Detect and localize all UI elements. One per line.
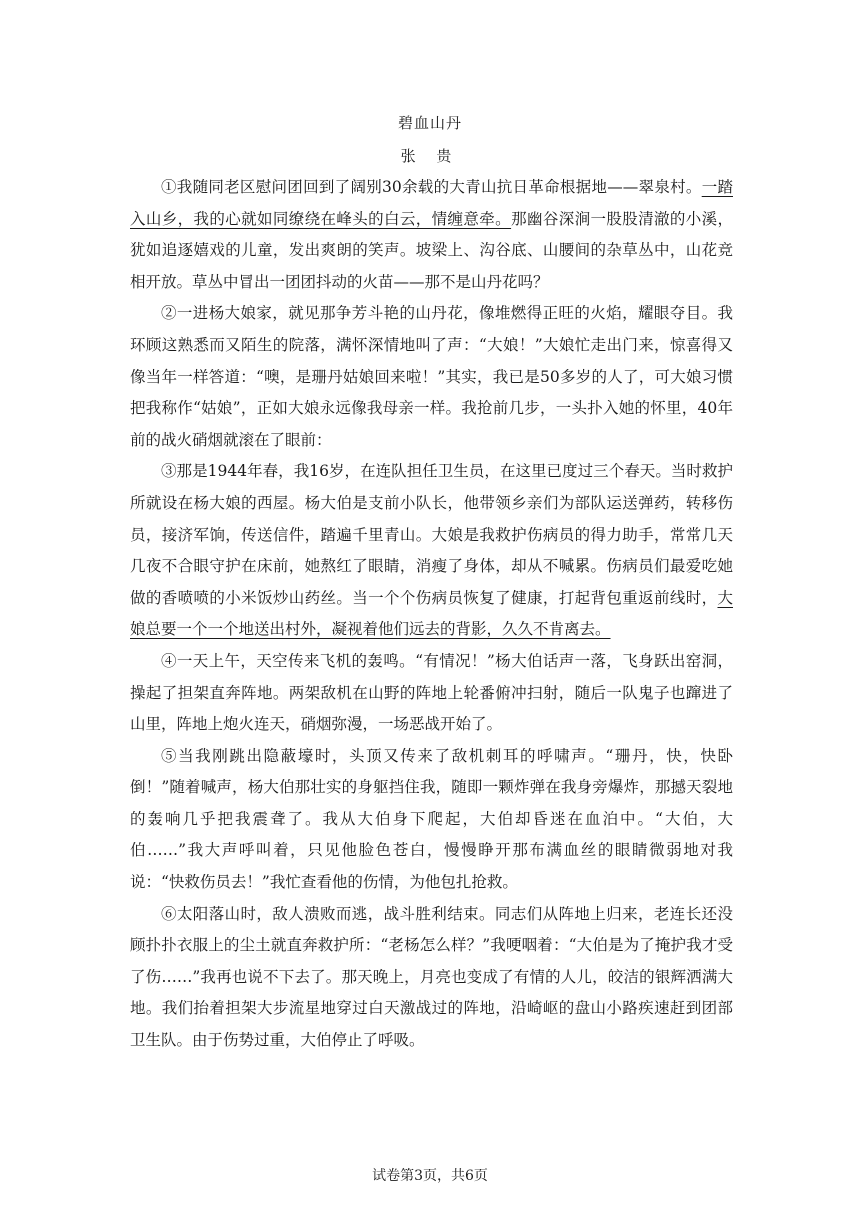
- paragraph-4-text: ④一天上午，天空传来飞机的轰鸣。“有情况！”杨大伯话声一落，飞身跃出窑洞，操起了担架直奔阵地。两架敌机在山野的阵地上轮番俯冲扫射，随后一队鬼子也蹿进了山里，阵地上炮火连天，硝烟弥漫，一场恶战开始了。: [130, 651, 733, 734]
- paragraph-5-text: ⑤当我刚跳出隐蔽壕时，头顶又传来了敌机刺耳的呼啸声。“珊丹，快，快卧倒！”随着喊声，杨大伯那壮实的身躯挡住我，随即一颗炸弹在我身旁爆炸，那撼天裂地的轰响几乎把我震聋了。我从大伯身下爬起，大伯却昏迷在血泊中。“大伯，大伯……”我大声呼叫着，只见他脸色苍白，慢慢睁开那布满血丝的眼睛微弱地对我说：“快救伤员去！”我忙查看他的伤情，为他包扎抢救。: [130, 746, 733, 892]
- paragraph-6: [130, 899, 733, 1057]
- paragraph-2: [130, 298, 733, 456]
- paragraph-3-underlined-sentence: 大娘总要一个一个地送出村外，凝视着他们远去的背影，久久不肯离去。: [130, 588, 733, 639]
- paragraph-1: [130, 172, 733, 298]
- paragraph-1-underlined-sentence: 一踏入山乡，我的心就如同缭绕在峰头的白云，情缠意牵。: [130, 178, 733, 228]
- paragraph-3: [130, 456, 733, 646]
- page-footer: 试卷第3页，共6页: [372, 1168, 488, 1184]
- paragraph-6-text: ⑥太阳落山时，敌人溃败而逃，战斗胜利结束。同志们从阵地上归来，老连长还没顾扑扑衣服上的尘土就直奔救护所：“老杨怎么样？”我哽咽着：“大伯是为了掩护我才受了伤……”我再也说不下去了。那天晚上，月亮也变成了有情的人儿，皎洁的银辉洒满大地。我们抬着担架大步流星地穿过白天激战过的阵地，沿崎岖的盘山小路疾速赶到团部卫生队。由于伤势过重，大伯停止了呼吸。: [130, 904, 733, 1050]
- article-author: 张 贵: [400, 147, 460, 165]
- paragraph-2-text: ②一进杨大娘家，就见那争芳斗艳的山丹花，像堆燃得正旺的火焰，耀眼夺目。我环顾这熟悉而又陌生的院落，满怀深情地叫了声：“大娘！”大娘忙走出门来，惊喜得又像当年一样答道：“噢，是珊丹姑娘回来啦！”其实，我已是50多岁的人了，可大娘习惯把我称作“姑娘”，正如大娘永远像我母亲一样。我抢前几步，一头扑入她的怀里，40年前的战火硝烟就滚在了眼前：: [130, 304, 733, 449]
- article-title: 碧血山丹: [397, 114, 462, 132]
- paragraph-1-text: ①我随同老区慰问团回到了阔别30余载的大青山抗日革命根据地——翠泉村。: [161, 178, 702, 196]
- paragraph-5: [130, 741, 733, 899]
- paragraph-3-text: ③那是1944年春，我16岁，在连队担任卫生员，在这里已度过三个春天。当时救护所就设在杨大娘的西屋。杨大伯是支前小队长，他带领乡亲们为部队运送弹药，转移伤员，接济军饷，传送信件，踏遍千里青山。大娘是我救护伤病员的得力助手，常常几天几夜不合眼守护在床前，她熬红了眼睛，消瘦了身体，却从不喊累。伤病员们最爱吃她做的香喷喷的小米饭炒山药丝。当一个个伤病员恢复了健康，打起背包重返前线时，: [130, 462, 733, 607]
- paragraph-1-text-continued: 那幽谷深涧一股股清澈的小溪，犹如追逐嬉戏的儿童，发出爽朗的笑声。坡梁上、沟谷底、山腰间的杂草丛中，山花竞相开放。草丛中冒出一团团抖动的火苗——那不是山丹花吗？: [130, 209, 733, 291]
- paragraph-4: [130, 646, 733, 741]
- article-body: [130, 172, 733, 1057]
